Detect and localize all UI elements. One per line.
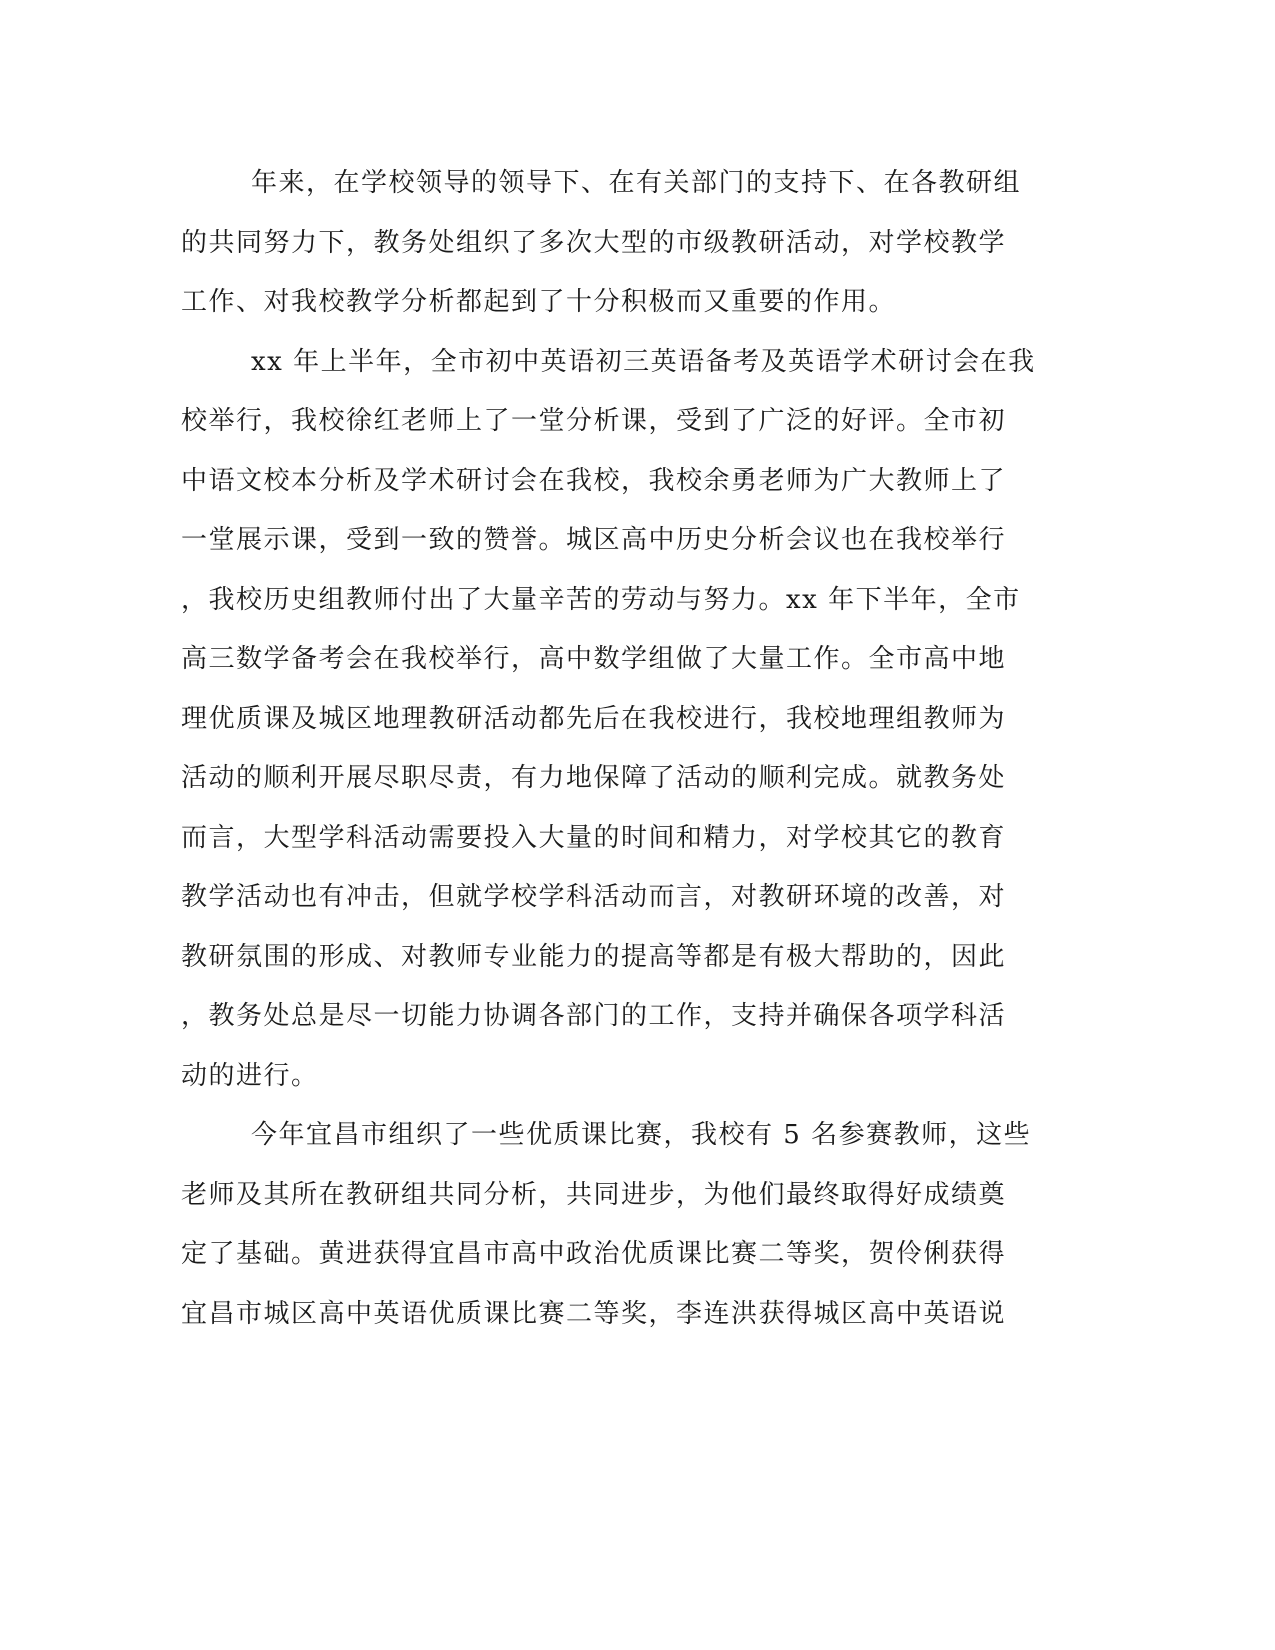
- paragraph-2-line: ，教务处总是尽一切能力协调各部门的工作，支持并确保各项学科活: [181, 1001, 1007, 1031]
- paragraph-2-line: ，我校历史组教师付出了大量辛苦的劳动与努力。xx 年下半年，全市: [181, 584, 1021, 615]
- paragraph-2-line: 理优质课及城区地理教研活动都先后在我校进行，我校地理组教师为: [181, 703, 1007, 734]
- paragraph-2-line: 教学活动也有冲击，但就学校学科活动而言，对教研环境的改善，对: [181, 882, 1007, 912]
- paragraph-3-line: 宜昌市城区高中英语优质课比赛二等奖，李连洪获得城区高中英语说: [181, 1298, 1007, 1329]
- paragraph-2-line: 动的进行。: [181, 1060, 319, 1091]
- paragraph-2-line: xx 年上半年，全市初中英语初三英语备考及英语学术研讨会在我: [251, 346, 1036, 377]
- paragraph-2-line: 活动的顺利开展尽职尽责，有力地保障了活动的顺利完成。就教务处: [181, 763, 1007, 793]
- paragraph-3-line: 老师及其所在教研组共同分析，共同进步，为他们最终取得好成绩奠: [181, 1179, 1007, 1210]
- paragraph-2-line: 校举行，我校徐红老师上了一堂分析课，受到了广泛的好评。全市初: [181, 406, 1007, 436]
- paragraph-2-line: 一堂展示课，受到一致的赞誉。城区高中历史分析会议也在我校举行: [181, 525, 1007, 555]
- paragraph-1-line: 工作、对我校教学分析都起到了十分积极而又重要的作用。: [181, 287, 897, 317]
- paragraph-1-line: 的共同努力下，教务处组织了多次大型的市级教研活动，对学校教学: [181, 227, 1007, 258]
- paragraph-1-line: 年来，在学校领导的领导下、在有关部门的支持下、在各教研组: [251, 168, 1022, 198]
- paragraph-3-line: 今年宜昌市组织了一些优质课比赛，我校有 5 名参赛教师，这些: [251, 1120, 1032, 1150]
- paragraph-2-line: 教研氛围的形成、对教师专业能力的提高等都是有极大帮助的，因此: [181, 941, 1007, 972]
- paragraph-2-line: 中语文校本分析及学术研讨会在我校，我校余勇老师为广大教师上了: [181, 465, 1007, 496]
- paragraph-3-line: 定了基础。黄进获得宜昌市高中政治优质课比赛二等奖，贺伶俐获得: [181, 1239, 1007, 1269]
- paragraph-2-line: 高三数学备考会在我校举行，高中数学组做了大量工作。全市高中地: [181, 644, 1007, 674]
- document-body: [181, 163, 1036, 1353]
- paragraph-2-line: 而言，大型学科活动需要投入大量的时间和精力，对学校其它的教育: [181, 822, 1007, 853]
